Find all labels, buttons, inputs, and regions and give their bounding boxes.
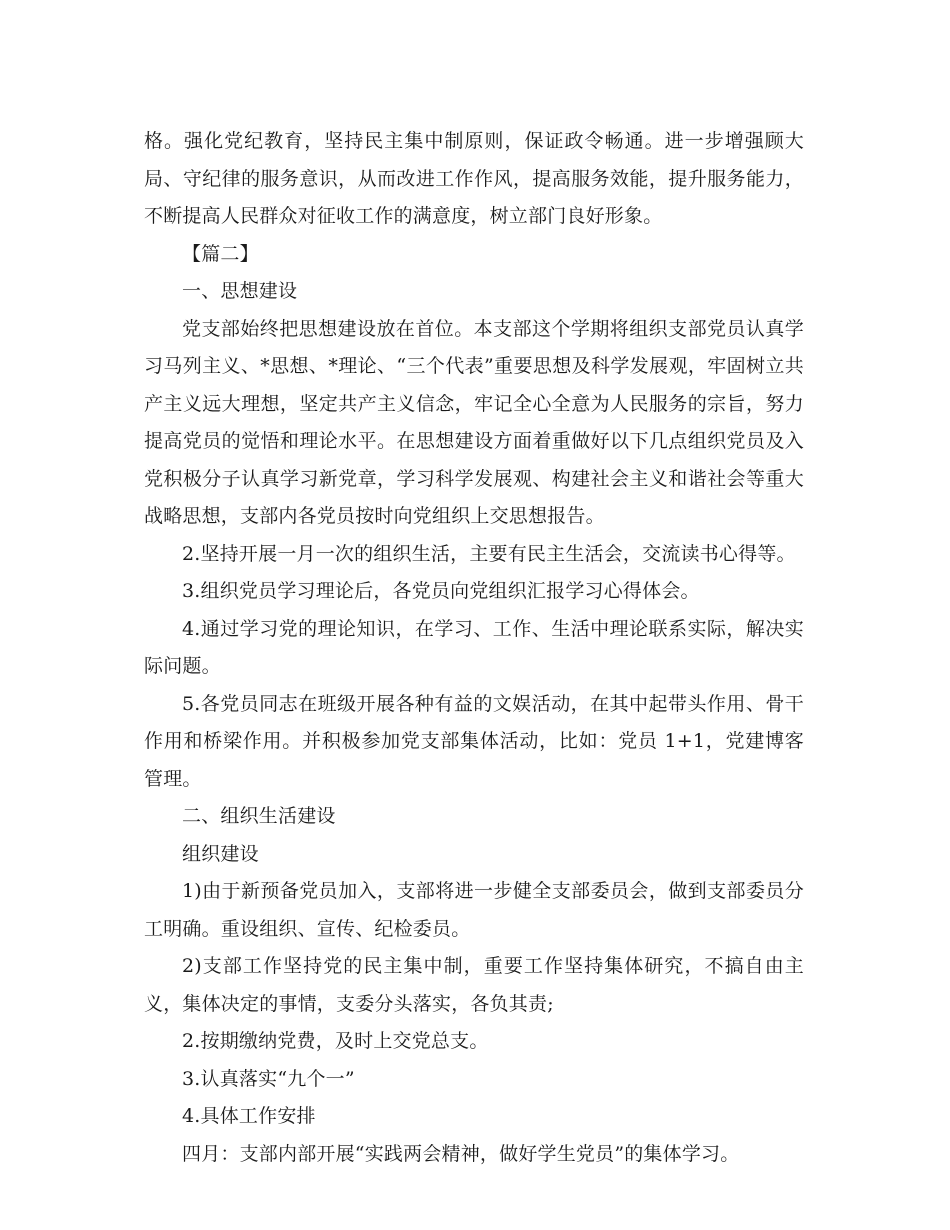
list-item-2: 2.坚持开展一月一次的组织生活，主要有民主生活会，交流读书心得等。 bbox=[182, 542, 796, 565]
paragraph-continuation: 格。强化党纪教育，坚持民主集中制原则，保证政令畅通。进一步增强顾大局、守纪律的服务意识，从而改进工作作风，提高服务效能，提升服务能力，不断提高人民群众对征收工作的满意度，树立部门良好形象。 bbox=[144, 130, 804, 227]
list-item-dues: 2.按期缴纳党费，及时上交党总支。 bbox=[182, 1030, 489, 1052]
heading-ideological-building: 一、思想建设 bbox=[182, 280, 298, 302]
paragraph-april-plan: 四月：支部内部开展“实践两会精神，做好学生党员”的集体学习。 bbox=[182, 1142, 740, 1165]
heading-organization-life: 二、组织生活建设 bbox=[182, 805, 336, 827]
document-body bbox=[144, 123, 804, 1173]
section-marker-part-two: 【篇二】 bbox=[182, 242, 259, 265]
list-item-3: 3.组织党员学习理论后，各党员向党组织汇报学习心得体会。 bbox=[182, 580, 700, 602]
list-item-work-arrangement: 4.具体工作安排 bbox=[182, 1105, 316, 1127]
subheading-organization-building: 组织建设 bbox=[182, 842, 259, 865]
list-item-4: 4.通过学习党的理论知识，在学习、工作、生活中理论联系实际，解决实际问题。 bbox=[144, 617, 804, 677]
list-item-paren-1: 1)由于新预备党员加入，支部将进一步健全支部委员会，做到支部委员分工明确。重设组织、宣传、纪检委员。 bbox=[144, 880, 804, 940]
list-item-5: 5.各党员同志在班级开展各种有益的文娱活动，在其中起带头作用、骨干作用和桥梁作用。并积极参加党支部集体活动，比如：党员 1+1，党建博客管理。 bbox=[144, 692, 804, 790]
list-item-nine-ones: 3.认真落实“九个一” bbox=[182, 1067, 355, 1090]
list-item-paren-2: 2)支部工作坚持党的民主集中制，重要工作坚持集体研究，不搞自由主义，集体决定的事情，支委分头落实，各负其责; bbox=[144, 955, 804, 1015]
paragraph-ideological-building: 党支部始终把思想建设放在首位。本支部这个学期将组织支部党员认真学习马列主义、*思想、*理论、“三个代表”重要思想及科学发展观，牢固树立共产主义远大理想，坚定共产主义信念，牢记全心全意为人民服务的宗旨，努力提高党员的觉悟和理论水平。在思想建设方面着重做好以下几点组织党员及入党积极分子认真学习新党章，学习科学发展观、构建社会主义和谐社会等重大战略思想，支部内各党员按时向党组织上交思想报告。 bbox=[144, 317, 804, 527]
